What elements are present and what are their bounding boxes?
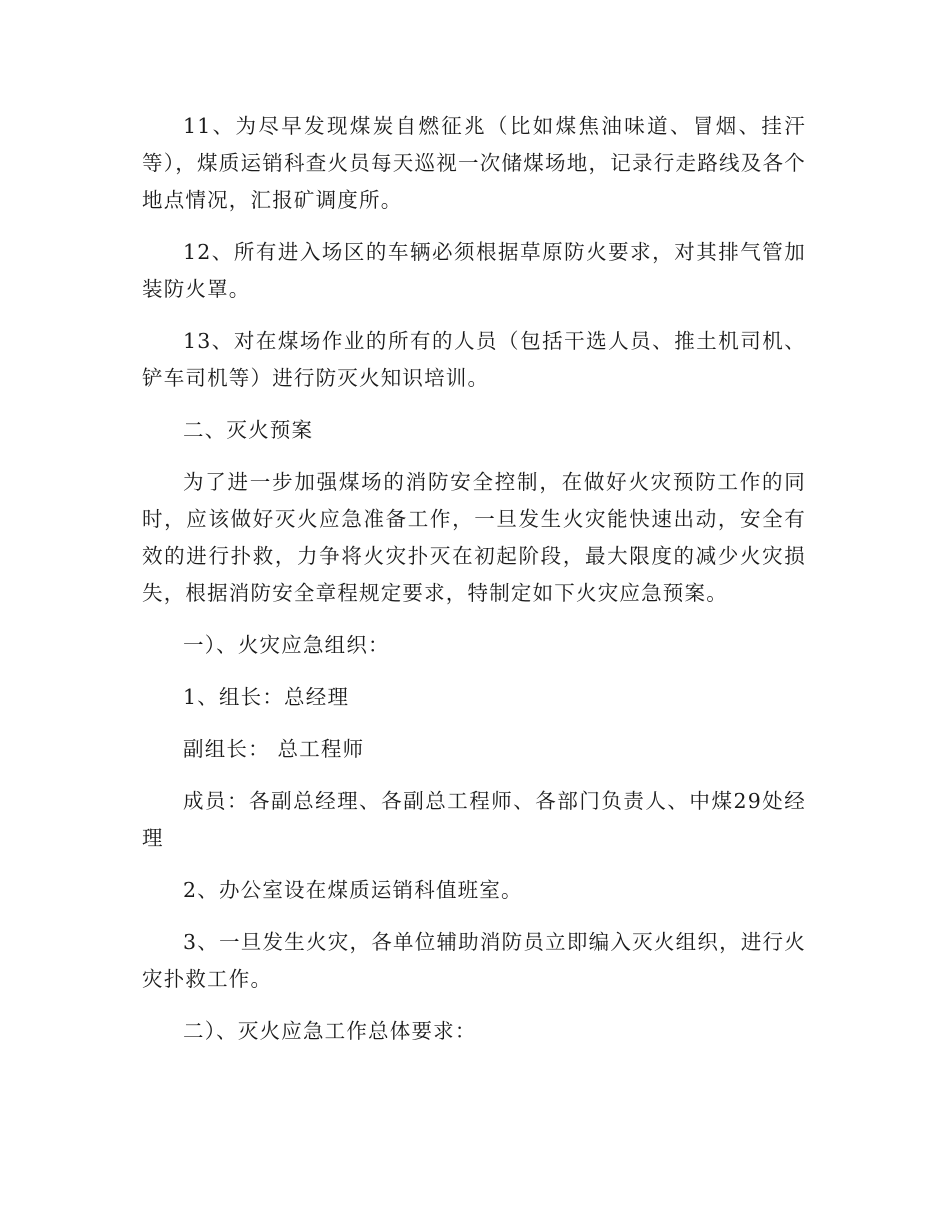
document-body — [142, 108, 806, 1065]
paragraph-fire-response: 3、一旦发生火灾，各单位辅助消防员立即编入灭火组织，进行火灾扑救工作。 — [142, 930, 806, 991]
subsection-heading-organization: 一）、火灾应急组织： — [183, 633, 390, 657]
paragraph-members: 成员：各副总经理、各副总工程师、各部门负责人、中煤29处经理 — [142, 789, 806, 850]
paragraph-intro: 为了进一步加强煤场的消防安全控制，在做好火灾预防工作的同时，应该做好灭火应急准备工作，一旦发生火灾能快速出动，安全有效的进行扑救，力争将火灾扑灭在初起阶段，最大限度的减少火灾损失，根据消防安全章程规定要求，特制定如下火灾应急预案。 — [142, 470, 806, 605]
paragraph-team-leader: 1、组长：总经理 — [183, 685, 350, 709]
section-heading-fire-plan: 二、灭火预案 — [183, 418, 314, 442]
paragraph-item-11: 11、为尽早发现煤炭自燃征兆（比如煤焦油味道、冒烟、挂汗等），煤质运销科查火员每天巡视一次储煤场地，记录行走路线及各个地点情况，汇报矿调度所。 — [142, 114, 806, 212]
paragraph-office: 2、办公室设在煤质运销科值班室。 — [183, 878, 523, 902]
paragraph-item-12: 12、所有进入场区的车辆必须根据草原防火要求，对其排气管加装防火罩。 — [142, 240, 806, 301]
paragraph-deputy-leader: 副组长： 总工程师 — [183, 737, 365, 761]
subsection-heading-requirements: 二）、灭火应急工作总体要求： — [183, 1019, 477, 1043]
paragraph-item-13: 13、对在煤场作业的所有的人员（包括干选人员、推土机司机、铲车司机等）进行防灭火知识培训。 — [142, 329, 806, 390]
